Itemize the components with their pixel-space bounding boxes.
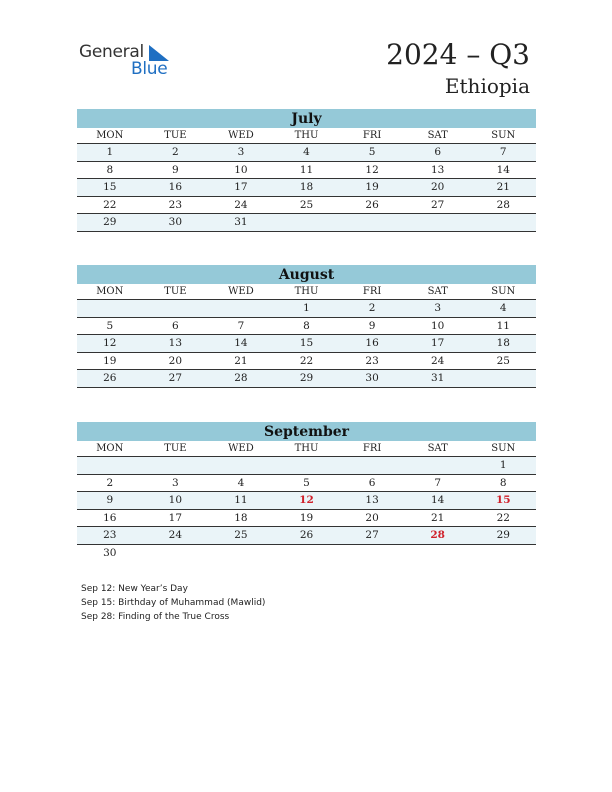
- weekday-label: FRI: [362, 286, 382, 297]
- weekday-header-row: [77, 441, 536, 457]
- day-cell: 14: [496, 163, 510, 176]
- day-cell: 11: [234, 494, 248, 506]
- day-cell: 8: [499, 476, 507, 489]
- day-cell: 27: [430, 198, 445, 211]
- day-cell: 3: [237, 146, 245, 158]
- day-cell: 24: [234, 198, 248, 211]
- day-cell: 3: [172, 476, 179, 489]
- day-cell: 2: [172, 146, 179, 158]
- empty-day-cell: [143, 545, 209, 563]
- week-row: [77, 318, 536, 336]
- week-row: [77, 527, 536, 545]
- day-cell: 2: [106, 476, 114, 489]
- day-cell: 4: [303, 146, 310, 158]
- day-cell: 1: [106, 146, 114, 158]
- day-cell: 21: [234, 354, 248, 367]
- empty-day-cell: [274, 545, 340, 563]
- day-cell: 2: [368, 302, 376, 314]
- week-row: [77, 545, 536, 563]
- day-cell: 11: [299, 163, 314, 176]
- day-cell: 23: [103, 529, 117, 541]
- empty-day-cell: [470, 545, 536, 563]
- empty-day-cell: [339, 214, 405, 231]
- weekday-label: WED: [228, 286, 254, 297]
- day-cell: 9: [106, 494, 114, 506]
- empty-day-cell: [405, 214, 471, 231]
- week-row: [77, 457, 536, 475]
- day-cell: 6: [434, 146, 442, 158]
- weekday-label: FRI: [362, 130, 382, 141]
- weekday-label: TUE: [164, 286, 187, 297]
- weekday-label: MON: [96, 130, 124, 141]
- day-cell: 19: [365, 181, 379, 193]
- day-cell: 19: [103, 354, 117, 367]
- day-cell: 20: [365, 511, 379, 524]
- day-cell: 20: [430, 181, 445, 193]
- week-row: [77, 197, 536, 215]
- weekday-label: SUN: [491, 286, 516, 297]
- empty-day-cell: [208, 300, 274, 317]
- day-cell: 4: [237, 476, 245, 489]
- day-cell: 10: [430, 319, 445, 332]
- day-cell: 12: [365, 163, 379, 176]
- week-row: [77, 370, 536, 388]
- day-cell: 5: [303, 476, 310, 489]
- day-cell: 22: [496, 511, 510, 524]
- day-cell: 13: [430, 163, 445, 176]
- day-cell: 6: [172, 319, 179, 332]
- day-cell: 9: [368, 319, 376, 332]
- weekday-label: TUE: [164, 443, 187, 454]
- holiday-notes: [81, 582, 265, 624]
- logo-general-text: General: [79, 42, 144, 62]
- day-cell: 18: [299, 181, 314, 193]
- weekday-label: THU: [294, 130, 319, 141]
- day-cell: 9: [172, 163, 179, 176]
- empty-day-cell: [143, 457, 209, 474]
- day-cell: 8: [303, 319, 310, 332]
- empty-day-cell: [274, 214, 340, 231]
- empty-day-cell: [470, 214, 536, 231]
- month-title: September: [77, 422, 536, 441]
- week-row: [77, 475, 536, 493]
- empty-day-cell: [208, 457, 274, 474]
- empty-day-cell: [77, 457, 143, 474]
- weekday-label: SUN: [491, 130, 516, 141]
- day-cell: 11: [496, 319, 510, 332]
- week-row: [77, 492, 536, 510]
- day-cell: 12: [103, 337, 117, 349]
- week-row: [77, 179, 536, 197]
- weekday-label: SAT: [427, 286, 448, 297]
- day-cell: 7: [237, 319, 245, 332]
- weekday-header-row: [77, 128, 536, 144]
- day-cell: 25: [234, 529, 248, 541]
- day-cell: 16: [168, 181, 183, 193]
- day-cell: 27: [168, 372, 183, 384]
- holiday-note: Sep 28: Finding of the True Cross: [81, 612, 230, 622]
- day-cell: 13: [168, 337, 183, 349]
- day-cell: 17: [234, 181, 248, 193]
- day-cell: 5: [106, 319, 114, 332]
- empty-day-cell: [77, 300, 143, 317]
- day-cell: 30: [103, 546, 117, 559]
- holiday-note: Sep 15: Birthday of Muhammad (Mawlid): [81, 598, 266, 608]
- day-cell: 15: [103, 181, 117, 193]
- weekday-label: MON: [96, 286, 124, 297]
- weekday-label: SAT: [427, 443, 448, 454]
- day-cell: 18: [496, 337, 510, 349]
- empty-day-cell: [339, 457, 405, 474]
- day-cell: 13: [365, 494, 379, 506]
- day-cell: 20: [168, 354, 183, 367]
- day-cell: 28: [496, 198, 510, 211]
- day-cell: 31: [430, 372, 445, 384]
- week-row: [77, 214, 536, 232]
- day-cell: 26: [299, 529, 314, 541]
- empty-day-cell: [274, 457, 340, 474]
- day-cell: 3: [434, 302, 442, 314]
- weekday-label: SUN: [491, 443, 516, 454]
- week-row: [77, 510, 536, 528]
- empty-day-cell: [208, 545, 274, 563]
- day-cell: 25: [496, 354, 510, 367]
- weekday-label: WED: [228, 130, 254, 141]
- day-cell: 29: [496, 529, 510, 541]
- day-cell: 21: [430, 511, 445, 524]
- day-cell: 17: [430, 337, 445, 349]
- weekday-label: THU: [294, 286, 319, 297]
- month-august: [77, 265, 536, 388]
- weekday-label: WED: [228, 443, 254, 454]
- week-row: [77, 300, 536, 318]
- logo-blue-text: Blue: [131, 59, 168, 79]
- day-cell: 18: [234, 511, 248, 524]
- holiday-note: Sep 12: New Year’s Day: [81, 584, 188, 594]
- day-cell: 22: [299, 354, 314, 367]
- day-cell: 22: [103, 198, 117, 211]
- day-cell: 1: [499, 459, 507, 471]
- day-cell: 6: [368, 476, 376, 489]
- day-cell: 14: [234, 337, 248, 349]
- empty-day-cell: [143, 300, 209, 317]
- month-july: [77, 109, 536, 232]
- day-cell: 17: [168, 511, 183, 524]
- day-cell: 10: [234, 163, 248, 176]
- day-cell: 16: [365, 337, 379, 349]
- day-cell: 24: [430, 354, 445, 367]
- day-cell: 23: [168, 198, 183, 211]
- day-cell: 31: [234, 216, 248, 228]
- day-cell: 26: [365, 198, 379, 211]
- day-cell: 30: [168, 216, 183, 228]
- day-cell: 4: [499, 302, 507, 314]
- day-cell: 27: [365, 529, 379, 541]
- day-cell: 24: [168, 529, 183, 541]
- day-cell: 23: [365, 354, 379, 367]
- month-title: July: [77, 109, 536, 128]
- country-name: Ethiopia: [444, 74, 530, 98]
- month-title: August: [77, 265, 536, 284]
- weekday-label: TUE: [164, 130, 187, 141]
- day-cell: 14: [430, 494, 445, 506]
- empty-day-cell: [405, 457, 471, 474]
- day-cell: 26: [103, 372, 117, 384]
- day-cell: 15: [495, 494, 511, 506]
- day-cell: 1: [303, 302, 310, 314]
- day-cell: 8: [106, 163, 114, 176]
- day-cell: 29: [103, 216, 117, 228]
- week-row: [77, 144, 536, 162]
- week-row: [77, 353, 536, 371]
- day-cell: 21: [496, 181, 510, 193]
- brand-logo: [79, 42, 189, 82]
- page-title: 2024 – Q3: [386, 38, 530, 71]
- day-cell: 12: [299, 494, 314, 506]
- month-september: [77, 422, 536, 562]
- weekday-label: FRI: [362, 443, 382, 454]
- day-cell: 15: [299, 337, 314, 349]
- day-cell: 7: [434, 476, 442, 489]
- day-cell: 25: [299, 198, 314, 211]
- day-cell: 29: [299, 372, 314, 384]
- day-cell: 28: [430, 529, 445, 541]
- day-cell: 19: [299, 511, 314, 524]
- weekday-label: THU: [294, 443, 319, 454]
- day-cell: 7: [499, 146, 507, 158]
- day-cell: 16: [103, 511, 117, 524]
- week-row: [77, 162, 536, 180]
- day-cell: 10: [168, 494, 183, 506]
- empty-day-cell: [339, 545, 405, 563]
- weekday-label: SAT: [427, 130, 448, 141]
- day-cell: 28: [234, 372, 248, 384]
- weekday-label: MON: [96, 443, 124, 454]
- empty-day-cell: [405, 545, 471, 563]
- weekday-header-row: [77, 284, 536, 300]
- week-row: [77, 335, 536, 353]
- empty-day-cell: [470, 370, 536, 387]
- day-cell: 30: [365, 372, 379, 384]
- day-cell: 5: [368, 146, 376, 158]
